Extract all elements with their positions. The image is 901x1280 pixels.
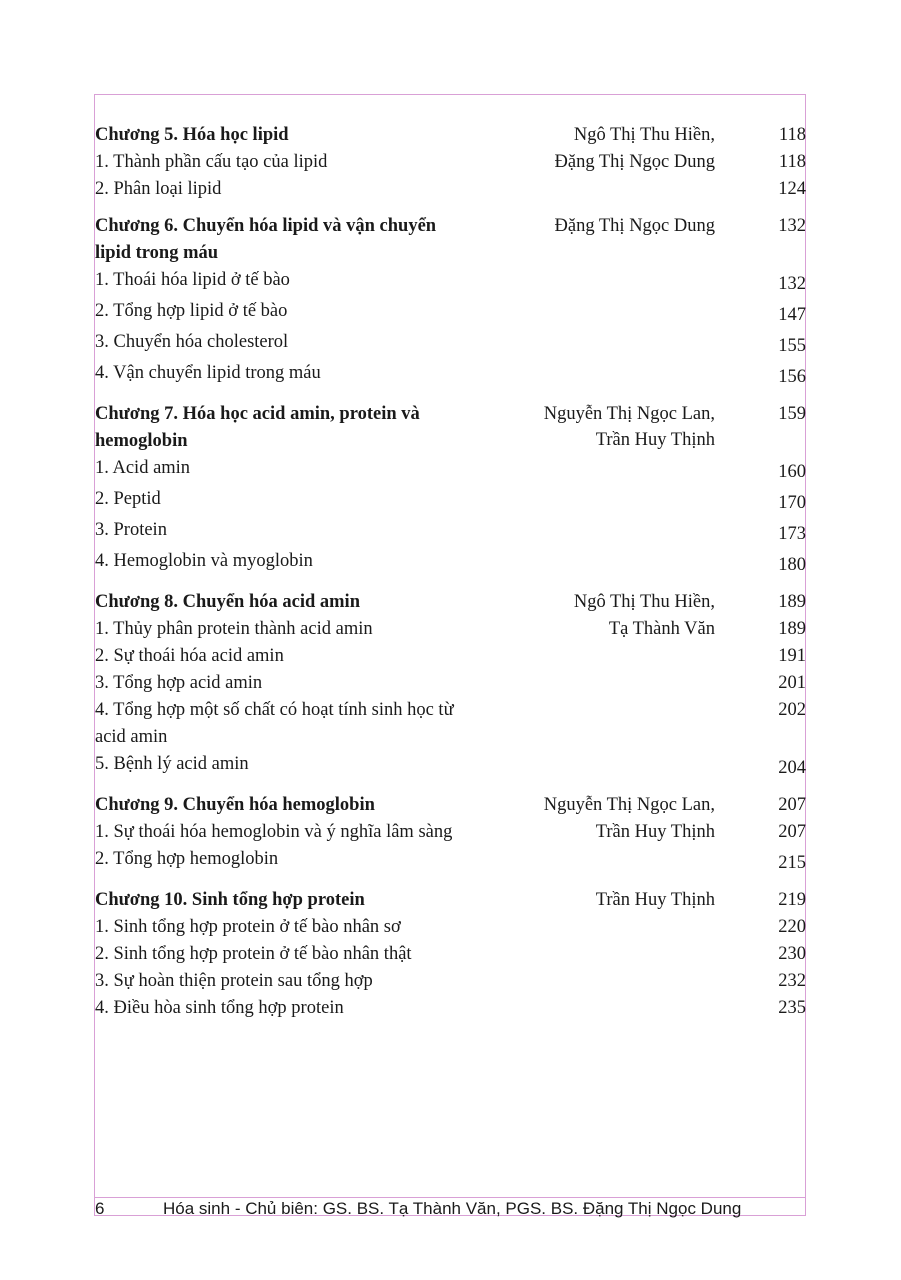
section-title: 2. Phân loại lipid [95, 179, 222, 199]
chapter-authors: Trần Huy Thịnh [595, 822, 715, 842]
toc-section-row [95, 517, 806, 548]
page-ref: 191 [778, 646, 806, 666]
page-ref: 155 [778, 336, 806, 356]
page-ref: 156 [778, 367, 806, 387]
page-ref: 170 [778, 493, 806, 513]
toc-section-row [95, 548, 806, 579]
page-ref: 180 [778, 555, 806, 575]
toc-section-row [95, 360, 806, 391]
chapter-authors: Nguyễn Thị Ngọc Lan, [543, 795, 715, 815]
toc-section-row [95, 149, 806, 176]
chapter-authors: Tạ Thành Văn [608, 619, 715, 639]
page-ref: 132 [778, 216, 806, 236]
page-ref: 219 [778, 890, 806, 910]
page-ref: 235 [778, 998, 806, 1018]
section-title: 4. Tổng hợp một số chất có hoạt tính sinh học từ acid amin [95, 700, 454, 747]
section-title: 1. Thủy phân protein thành acid amin [95, 619, 373, 639]
footer-text: Hóa sinh - Chủ biên: GS. BS. Tạ Thành Văn, PGS. BS. Đặng Thị Ngọc Dung [163, 1199, 742, 1218]
page-ref: 207 [778, 795, 806, 815]
page-ref: 189 [778, 592, 806, 612]
toc-section-row [95, 819, 806, 846]
toc-section-row [95, 670, 806, 697]
page-ref: 202 [778, 700, 806, 720]
section-title: 4. Vận chuyển lipid trong máu [95, 363, 321, 383]
chapter-title: Chương 7. Hóa học acid amin, protein và hemoglobin [95, 404, 420, 451]
toc-section-row [95, 995, 806, 1022]
section-title: 4. Điều hòa sinh tổng hợp protein [95, 998, 344, 1018]
section-title: 1. Acid amin [95, 458, 191, 478]
chapter-authors: Ngô Thị Thu Hiền, [573, 592, 715, 612]
chapter-title: Chương 10. Sinh tổng hợp protein [95, 890, 365, 910]
toc-section-row [95, 643, 806, 670]
page-ref: 147 [778, 305, 806, 325]
section-title: 1. Thoái hóa lipid ở tế bào [95, 270, 290, 290]
chapter-authors: Nguyễn Thị Ngọc Lan, Trần Huy Thịnh [543, 404, 715, 450]
footer-divider [94, 1197, 806, 1198]
page-ref: 132 [778, 274, 806, 294]
chapter-title: Chương 9. Chuyển hóa hemoglobin [95, 795, 375, 815]
section-title: 2. Sinh tổng hợp protein ở tế bào nhân thật [95, 944, 412, 964]
section-title: 3. Protein [95, 520, 167, 540]
chapter-title: Chương 6. Chuyển hóa lipid và vận chuyển lipid trong máu [95, 216, 437, 263]
page-ref: 230 [778, 944, 806, 964]
page-ref: 220 [778, 917, 806, 937]
toc-section-row [95, 914, 806, 941]
section-title: 2. Tổng hợp hemoglobin [95, 849, 279, 869]
page-ref: 173 [778, 524, 806, 544]
chapter-authors: Đặng Thị Ngọc Dung [554, 216, 715, 236]
page-ref: 160 [778, 462, 806, 482]
toc-section-row [95, 968, 806, 995]
toc-chapter-row [95, 792, 806, 819]
page-ref: 189 [778, 619, 806, 639]
toc-chapter-row [95, 122, 806, 149]
section-title: 1. Sinh tổng hợp protein ở tế bào nhân sơ [95, 917, 401, 937]
toc-chapter-row [95, 589, 806, 616]
section-title: 2. Sự thoái hóa acid amin [95, 646, 284, 666]
page-ref: 118 [778, 152, 806, 172]
toc-section-row [95, 298, 806, 329]
chapter-title: Chương 8. Chuyển hóa acid amin [95, 592, 360, 612]
chapter-authors: Trần Huy Thịnh [595, 890, 715, 910]
toc-section-row [95, 176, 806, 203]
toc-section-row [95, 697, 806, 751]
section-title: 3. Sự hoàn thiện protein sau tổng hợp [95, 971, 373, 991]
toc-chapter-row [95, 213, 806, 267]
page-ref: 159 [778, 404, 806, 424]
toc-section-row [95, 486, 806, 517]
toc-section-row [95, 751, 806, 782]
toc-section-row [95, 846, 806, 877]
section-title: 4. Hemoglobin và myoglobin [95, 551, 313, 571]
toc-section-row [95, 941, 806, 968]
toc-section-row [95, 616, 806, 643]
toc-section-row [95, 329, 806, 360]
section-title: 3. Tổng hợp acid amin [95, 673, 263, 693]
page-ref: 232 [778, 971, 806, 991]
page-ref: 215 [778, 853, 806, 873]
chapter-authors: Ngô Thị Thu Hiền, [573, 125, 715, 145]
section-title: 5. Bệnh lý acid amin [95, 754, 249, 774]
chapter-authors: Đặng Thị Ngọc Dung [554, 152, 715, 172]
page-ref: 118 [778, 125, 806, 145]
page-ref: 207 [778, 822, 806, 842]
toc-chapter-row [95, 887, 806, 914]
page-ref: 124 [778, 179, 806, 199]
section-title: 1. Sự thoái hóa hemoglobin và ý nghĩa lâm sàng [95, 822, 453, 842]
section-title: 1. Thành phần cấu tạo của lipid [95, 152, 328, 172]
chapter-title: Chương 5. Hóa học lipid [95, 125, 289, 145]
section-title: 3. Chuyển hóa cholesterol [95, 332, 289, 352]
page-number: 6 [95, 1199, 105, 1218]
toc-section-row [95, 267, 806, 298]
page-ref: 201 [778, 673, 806, 693]
toc-section-row [95, 455, 806, 486]
section-title: 2. Peptid [95, 489, 161, 509]
toc-chapter-row [95, 401, 806, 455]
page-ref: 204 [778, 758, 806, 778]
table-of-contents [95, 122, 806, 1022]
section-title: 2. Tổng hợp lipid ở tế bào [95, 301, 288, 321]
